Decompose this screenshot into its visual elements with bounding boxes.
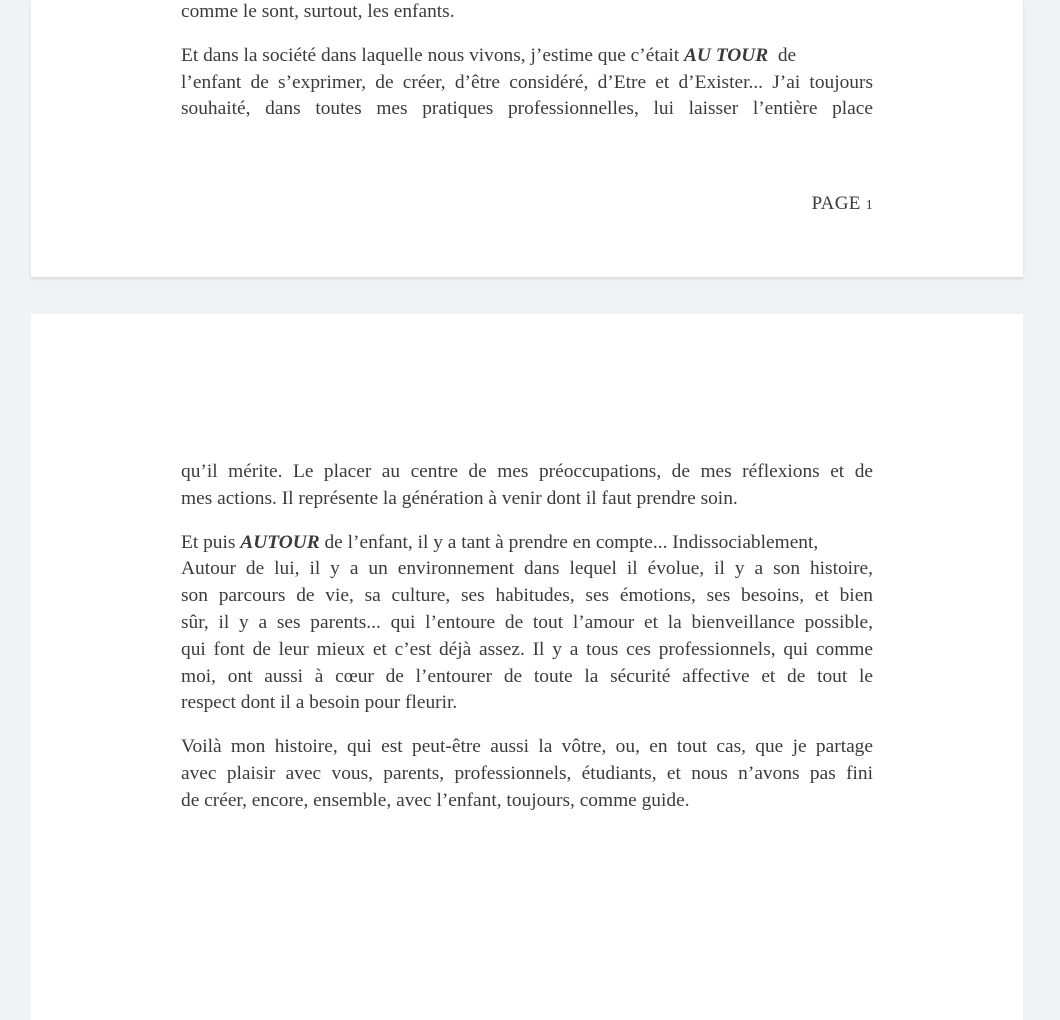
text-run: de (768, 44, 797, 66)
text-line: Autour de lui, il y a un environnement dans lequel il évolue, il y a son histoire, (181, 558, 873, 580)
paragraph (181, 530, 873, 718)
text-line: son parcours de vie, sa culture, ses habitudes, ses émotions, ses besoins, et bien (181, 585, 873, 607)
text-line: Voilà mon histoire, qui est peut-être aussi la vôtre, ou, en tout cas, que je partage (181, 736, 873, 758)
paragraph (181, 459, 873, 513)
text-line: qu’il mérite. Le placer au centre de mes préoccupations, de mes réflexions et de (181, 461, 873, 482)
emphasis-autour: AUTOUR (240, 531, 320, 553)
paragraph (181, 43, 873, 123)
text-line: souhaité, dans toutes mes pratiques professionnelles, lui laisser l’entière place (181, 98, 873, 120)
text-run: de l’enfant, il y a tant à prendre en compte... Indissociablement, (319, 531, 819, 553)
page-number: 1 (865, 198, 873, 213)
document-page-1 (31, 0, 1023, 277)
page-label: PAGE (811, 193, 866, 214)
text-line: sûr, il y a ses parents... qui l’entoure de tout l’amour et la bienveillance possible, (181, 611, 873, 633)
text-line: qui font de leur mieux et c’est déjà assez. Il y a tous ces professionnels, qui comme (181, 638, 873, 660)
emphasis-au-tour: AU TOUR (683, 44, 769, 66)
text-line (181, 43, 873, 70)
text-line: avec plaisir avec vous, parents, professionnels, étudiants, et nous n’avons pas fini (181, 762, 873, 784)
page-2-body-text (181, 459, 873, 815)
paragraph (181, 734, 873, 814)
text-line: mes actions. Il représente la génération à venir dont il faut prendre soin. (181, 487, 738, 509)
text-line: respect dont il a besoin pour fleurir. (181, 692, 458, 714)
paragraph (181, 0, 873, 26)
text-line: l’enfant de s’exprimer, de créer, d’être considéré, d’Etre et d’Exister... J’ai toujours (181, 71, 873, 93)
text-run: Et puis (181, 531, 241, 553)
document-page-2 (31, 314, 1023, 1020)
text-line (181, 530, 873, 557)
page-number-footer (812, 193, 873, 215)
text-line: moi, ont aussi à cœur de l’entourer de toute la sécurité affective et de tout le (181, 665, 873, 687)
page-1-body-text (181, 0, 873, 123)
text-line: de créer, encore, ensemble, avec l’enfant, toujours, comme guide. (181, 789, 690, 811)
text-run: Et dans la société dans laquelle nous vivons, j’estime que c’était (181, 44, 684, 66)
text-line: comme le sont, surtout, les enfants. (181, 1, 455, 22)
